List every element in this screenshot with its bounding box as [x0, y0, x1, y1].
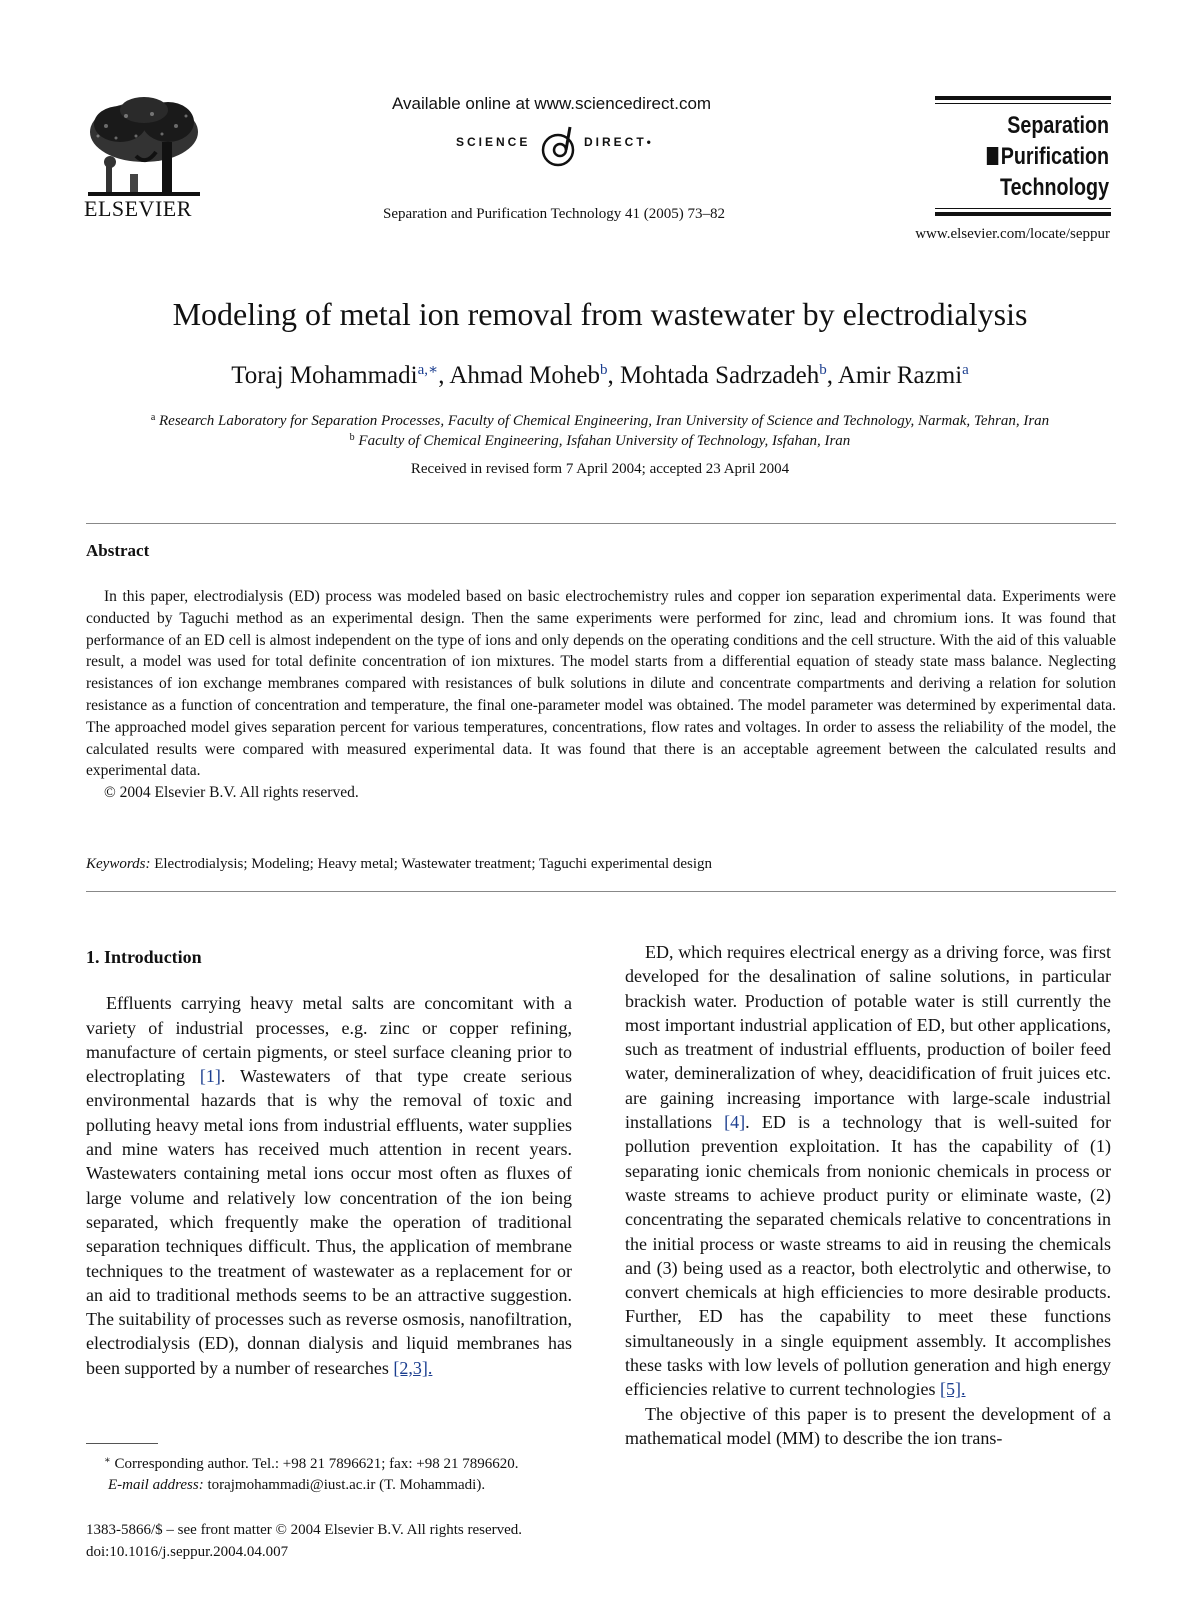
received-dates: Received in revised form 7 April 2004; accepted 23 April 2004 [410, 461, 790, 477]
intro-paragraph-1: Effluents carrying heavy metal salts are concomitant with a variety of industrial processes, e.g. zinc or copper refining, manufacture of certain pigments, or steel surface cleaning prior to electroplating [1]. Wastewaters of that type create serious environmental hazards that is why the removal of toxic and polluting heavy metal ions from industrial effluents, water supplies and mine waters has received much attention in recent years. Wastewaters containing metal ions occur most often as fluxes of large volume and relatively low concentration of the ion being separated, which frequently make the operation of traditional separation techniques difficult. Thus, the application of membrane techniques to the treatment of wastewater as a replacement for or an aid to traditional methods seems to be an attractive suggestion. The suitability of processes such as reverse osmosis, nanofiltration, electrodialysis (ED), donnan dialysis and liquid membranes has been supported by a number of researches [2,3]. [86, 993, 572, 1378]
sd-at-icon [536, 124, 580, 170]
abstract-text: In this paper, electrodialysis (ED) process was modeled based on basic electrochemistry rules and copper ion separation experimental data. Experiments were conducted by Taguchi method as an experimental design. Then the same experiments were performed for zinc, lead and chromium ions. It was found that performance of an ED cell is almost independent on the type of ions and only depends on the operating conditions and the cell structure. With the aid of this valuable result, a model was used for total definite concentration of ion mixtures. The model starts from a differential equation of steady state mass balance. Neglecting resistances of ion exchange membranes compared with resistances of bulk solutions in dilute and concentrate compartments and deriving a relation for solution resistance as a function of concentration and temperature, the final one-parameter model was obtained. The model parameter was determined by experimental data. The approached model gives separation percent for various temperatures, concentrations, flow rates and voltages. In order to assess the reliability of the model, the calculated results were compared with measured experimental data. It was found that there is an acceptable agreement between the calculated results and experimental data. [86, 588, 1116, 780]
footnote-divider [86, 1443, 158, 1444]
author-affiliation-mark[interactable]: a,∗ [417, 362, 439, 378]
citation-link[interactable]: [2,3]. [393, 1357, 433, 1378]
sciencedirect-logo [456, 124, 688, 172]
author-list: Toraj Mohammadi$^{a,∗}$, Ahmad Moheb$^b$, Mohtada Sadrzadeh$^b$, Amir Razmi$^a$ [231, 362, 969, 389]
and-glyph-icon [987, 147, 998, 165]
keywords: Keywords: Electrodialysis; Modeling; Heavy metal; Wastewater treatment; Taguchi experimental design [86, 856, 713, 872]
sd-right-text: DIRECT• [584, 135, 654, 149]
article-title: Modeling of metal ion removal from wastewater by electrodialysis [172, 296, 1028, 332]
intro-paragraph-2: ED, which requires electrical energy as a driving force, was first developed for the desalination of saline solutions, in particular brackish water. Production of potable water is still currently the most important industrial application of ED, but other applications, such as treatment of industrial effluents, production of boiler feed water, demineralization of whey, deacidification of fruit juices etc. are gaining increasing importance with large-scale industrial installations [4]. ED is a technology that is well-suited for pollution prevention exploitation. It has the capability of (1) separating ionic chemicals from nonionic chemicals in process or waste streams to achieve product purity or eliminate waste, (2) concentrating the separated chemicals relative to concentrations in the initial process or waste streams to aid in reusing the chemicals and (3) being used as a reactor, both electrolytic and otherwise, to convert chemicals at high efficiencies to more desirable products. Further, ED has the capability to meet these functions simultaneously in a single equipment assembly. It accomplishes these tasks with low levels of pollution generation and high energy efficiencies relative to current technologies [5]. [625, 942, 1111, 1400]
issn-line: 1383-5866/$ – see front matter © 2004 Elsevier B.V. All rights reserved. [86, 1522, 523, 1538]
divider-top [86, 523, 1116, 524]
footnote-corresponding-author: ∗ Corresponding author. Tel.: +98 21 7896621; fax: +98 21 7896620. [104, 1455, 519, 1472]
affiliation-b: $^b$ Faculty of Chemical Engineering, Isfahan University of Technology, Isfahan, Iran [349, 432, 851, 449]
abstract-body [86, 586, 1116, 804]
right-column [625, 940, 1111, 1450]
abstract-heading: Abstract [86, 541, 150, 560]
brand-line-1: Separation [1007, 112, 1109, 139]
sd-left-text: SCIENCE [456, 135, 531, 149]
author-affiliation-mark[interactable]: a [962, 362, 969, 378]
affiliation-a: $^a$ Research Laboratory for Separation Processes, Faculty of Chemical Engineering, Iran University of Science and Technology, Narmak, Tehran, Iran [150, 412, 1050, 429]
author-name: Ahmad Moheb [449, 362, 600, 389]
citation-link[interactable]: [1] [199, 1066, 221, 1087]
journal-brand-logo [935, 96, 1111, 218]
author-name: Mohtada Sadrzadeh [620, 362, 820, 389]
available-online-text: Available online at www.sciencedirect.com [392, 94, 712, 113]
brand-line-3: Technology [1000, 174, 1109, 201]
journal-reference: Separation and Purification Technology 41 (2005) 73–82 [383, 206, 725, 222]
author-name: Amir Razmi [837, 362, 963, 389]
author-affiliation-mark[interactable]: b [819, 362, 827, 378]
publisher-name: ELSEVIER [84, 196, 192, 221]
divider-bottom [86, 891, 1116, 892]
doi-line[interactable]: doi:10.1016/j.seppur.2004.04.007 [86, 1544, 289, 1560]
journal-url[interactable]: www.elsevier.com/locate/seppur [915, 226, 1110, 242]
section-heading-introduction: 1. Introduction [86, 947, 202, 967]
brand-line-2: Purification [1000, 143, 1109, 170]
abstract-copyright: © 2004 Elsevier B.V. All rights reserved. [104, 784, 359, 802]
author-affiliation-mark[interactable]: b [600, 362, 608, 378]
email-link[interactable]: torajmohammadi@iust.ac.ir (T. Mohammadi). [203, 1477, 486, 1493]
citation-link[interactable]: [5]. [940, 1379, 966, 1400]
elsevier-tree-logo [86, 96, 202, 204]
intro-paragraph-3: The objective of this paper is to present the development of a mathematical model (MM) to describe the ion trans- [625, 1403, 1111, 1448]
author-name: Toraj Mohammadi [231, 362, 418, 389]
left-column [86, 945, 572, 1380]
footnote-email: E-mail address: torajmohammadi@iust.ac.ir (T. Mohammadi). [108, 1477, 486, 1493]
citation-link[interactable]: [4] [724, 1112, 746, 1133]
